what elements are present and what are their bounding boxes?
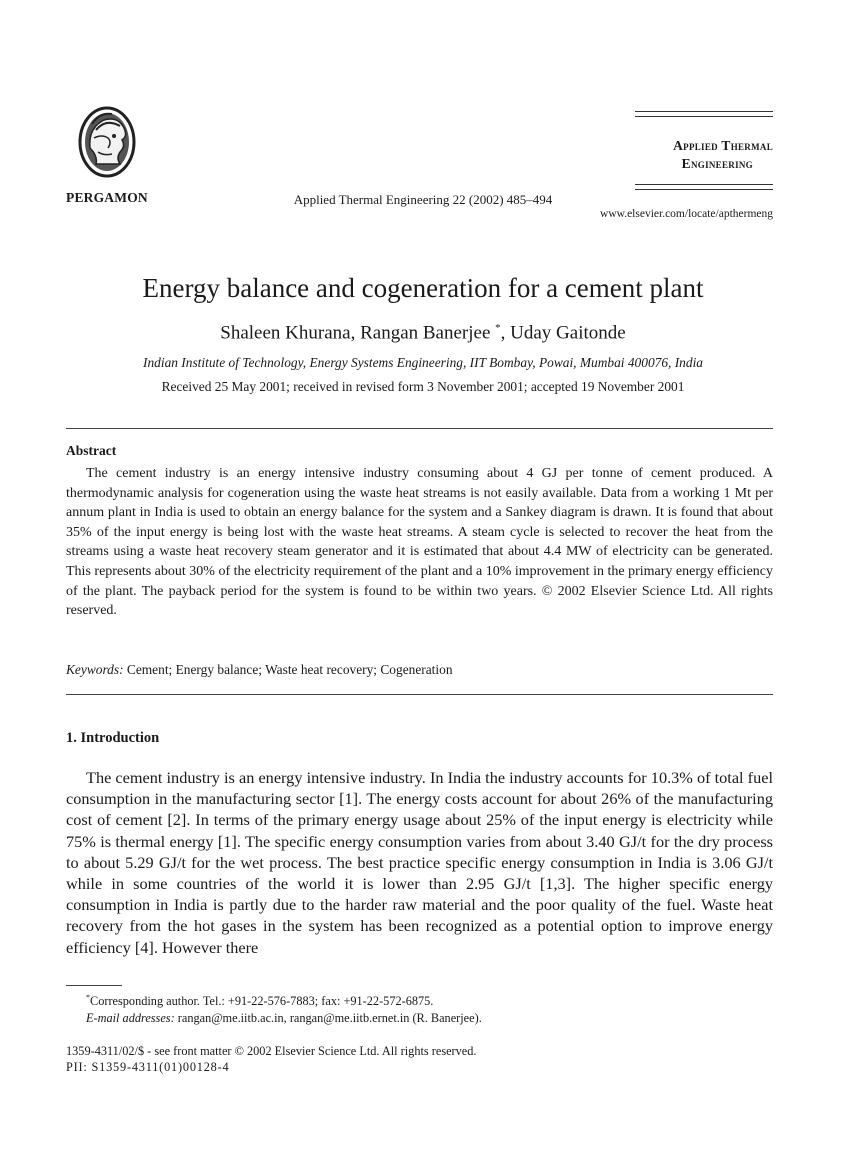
pergamon-logo bbox=[78, 106, 136, 178]
keywords bbox=[66, 662, 453, 678]
brand-rule-bottom-1 bbox=[635, 184, 773, 185]
abstract-bottom-rule bbox=[66, 694, 773, 695]
journal-citation: Applied Thermal Engineering 22 (2002) 485–494 bbox=[293, 192, 553, 207]
footnote-email bbox=[86, 1011, 482, 1026]
footnote-email-label: E-mail addresses: bbox=[86, 1011, 175, 1025]
authors-first: Shaleen Khurana, Rangan Banerjee bbox=[220, 322, 491, 344]
brand-rule-top-2 bbox=[635, 116, 773, 117]
publisher-name: PERGAMON bbox=[66, 190, 148, 205]
affiliation: Indian Institute of Technology, Energy Systems Engineering, IIT Bombay, Powai, Mumbai 400076, India bbox=[143, 355, 703, 370]
article-title: Energy balance and cogeneration for a cement plant bbox=[142, 273, 704, 303]
corresponding-author-mark[interactable]: * bbox=[495, 322, 501, 334]
issn-front-matter: 1359-4311/02/$ - see front matter © 2002 Elsevier Science Ltd. All rights reserved. bbox=[66, 1044, 477, 1058]
brand-rule-bottom-2 bbox=[635, 189, 773, 190]
introduction-text: The cement industry is an energy intensive industry. In India the industry accounts for 10.3% of total fuel consumption in the manufacturing sector [1]. The energy costs account for about 26% of the manufacturing cost of cement [2]. In terms of the primary energy usage about 25% of the input energy is electricity while 75% is thermal energy [1]. The specific energy consumption varies from about 3.40 GJ/t for the dry process to about 5.29 GJ/t for the wet process. The best practice specific energy consumption in India is 3.06 GJ/t while in some countries of the world it is lower than 2.95 GJ/t [1,3]. The higher specific energy consumption in India is partly due to the harder raw material and the poor quality of the fuel. Waste heat recovery from the hot gases in the system has been recognized as a potential option to improve energy efficiency [4]. However there bbox=[66, 768, 773, 957]
footnote-email-value[interactable]: rangan@me.iitb.ac.in, rangan@me.iitb.ernet.in (R. Banerjee). bbox=[177, 1011, 482, 1025]
received-dates: Received 25 May 2001; received in revised form 3 November 2001; accepted 19 November 2001 bbox=[161, 379, 685, 394]
brand-rule-top-1 bbox=[635, 111, 773, 112]
journal-brand-line1: Applied Thermal bbox=[673, 138, 773, 153]
journal-brand bbox=[673, 137, 773, 173]
keywords-value: Cement; Energy balance; Waste heat recovery; Cogeneration bbox=[126, 662, 453, 677]
abstract-top-rule bbox=[66, 428, 773, 429]
footnote-mark: * bbox=[86, 993, 90, 1002]
journal-brand-line2: Engineering bbox=[681, 156, 753, 171]
pii-line: PII: S1359-4311(01)00128-4 bbox=[66, 1060, 230, 1074]
section-heading-introduction: 1. Introduction bbox=[66, 730, 160, 746]
footnote-corresponding bbox=[86, 993, 433, 1009]
abstract-text: The cement industry is an energy intensive industry consuming about 4 GJ per tonne of cement produced. A thermodynamic analysis for cogeneration using the waste heat streams is not easily available. Data from a working 1 Mt per annum plant in India is used to obtain an energy balance for the system and a Sankey diagram is drawn. It is found that about 35% of the input energy is being lost with the waste heat streams. A steam cycle is selected to recover the heat from the streams using a waste heat recovery steam generator and it is estimated that about 4.4 MW of electricity can be generated. This represents about 30% of the electricity requirement of the plant and a 10% improvement in the primary energy efficiency of the plant. The payback period for the system is found to be within two years. © 2002 Elsevier Science Ltd. All rights reserved. bbox=[66, 466, 773, 619]
footnote-rule bbox=[66, 985, 122, 986]
abstract-heading: Abstract bbox=[66, 443, 117, 458]
authors-last: , Uday Gaitonde bbox=[500, 322, 626, 344]
journal-url-link[interactable]: www.elsevier.com/locate/apthermeng bbox=[600, 208, 773, 220]
keywords-label: Keywords: bbox=[66, 662, 124, 677]
footnote-corresponding-text: Corresponding author. Tel.: +91-22-576-7883; fax: +91-22-572-6875. bbox=[90, 994, 434, 1009]
author-list bbox=[0, 322, 846, 344]
